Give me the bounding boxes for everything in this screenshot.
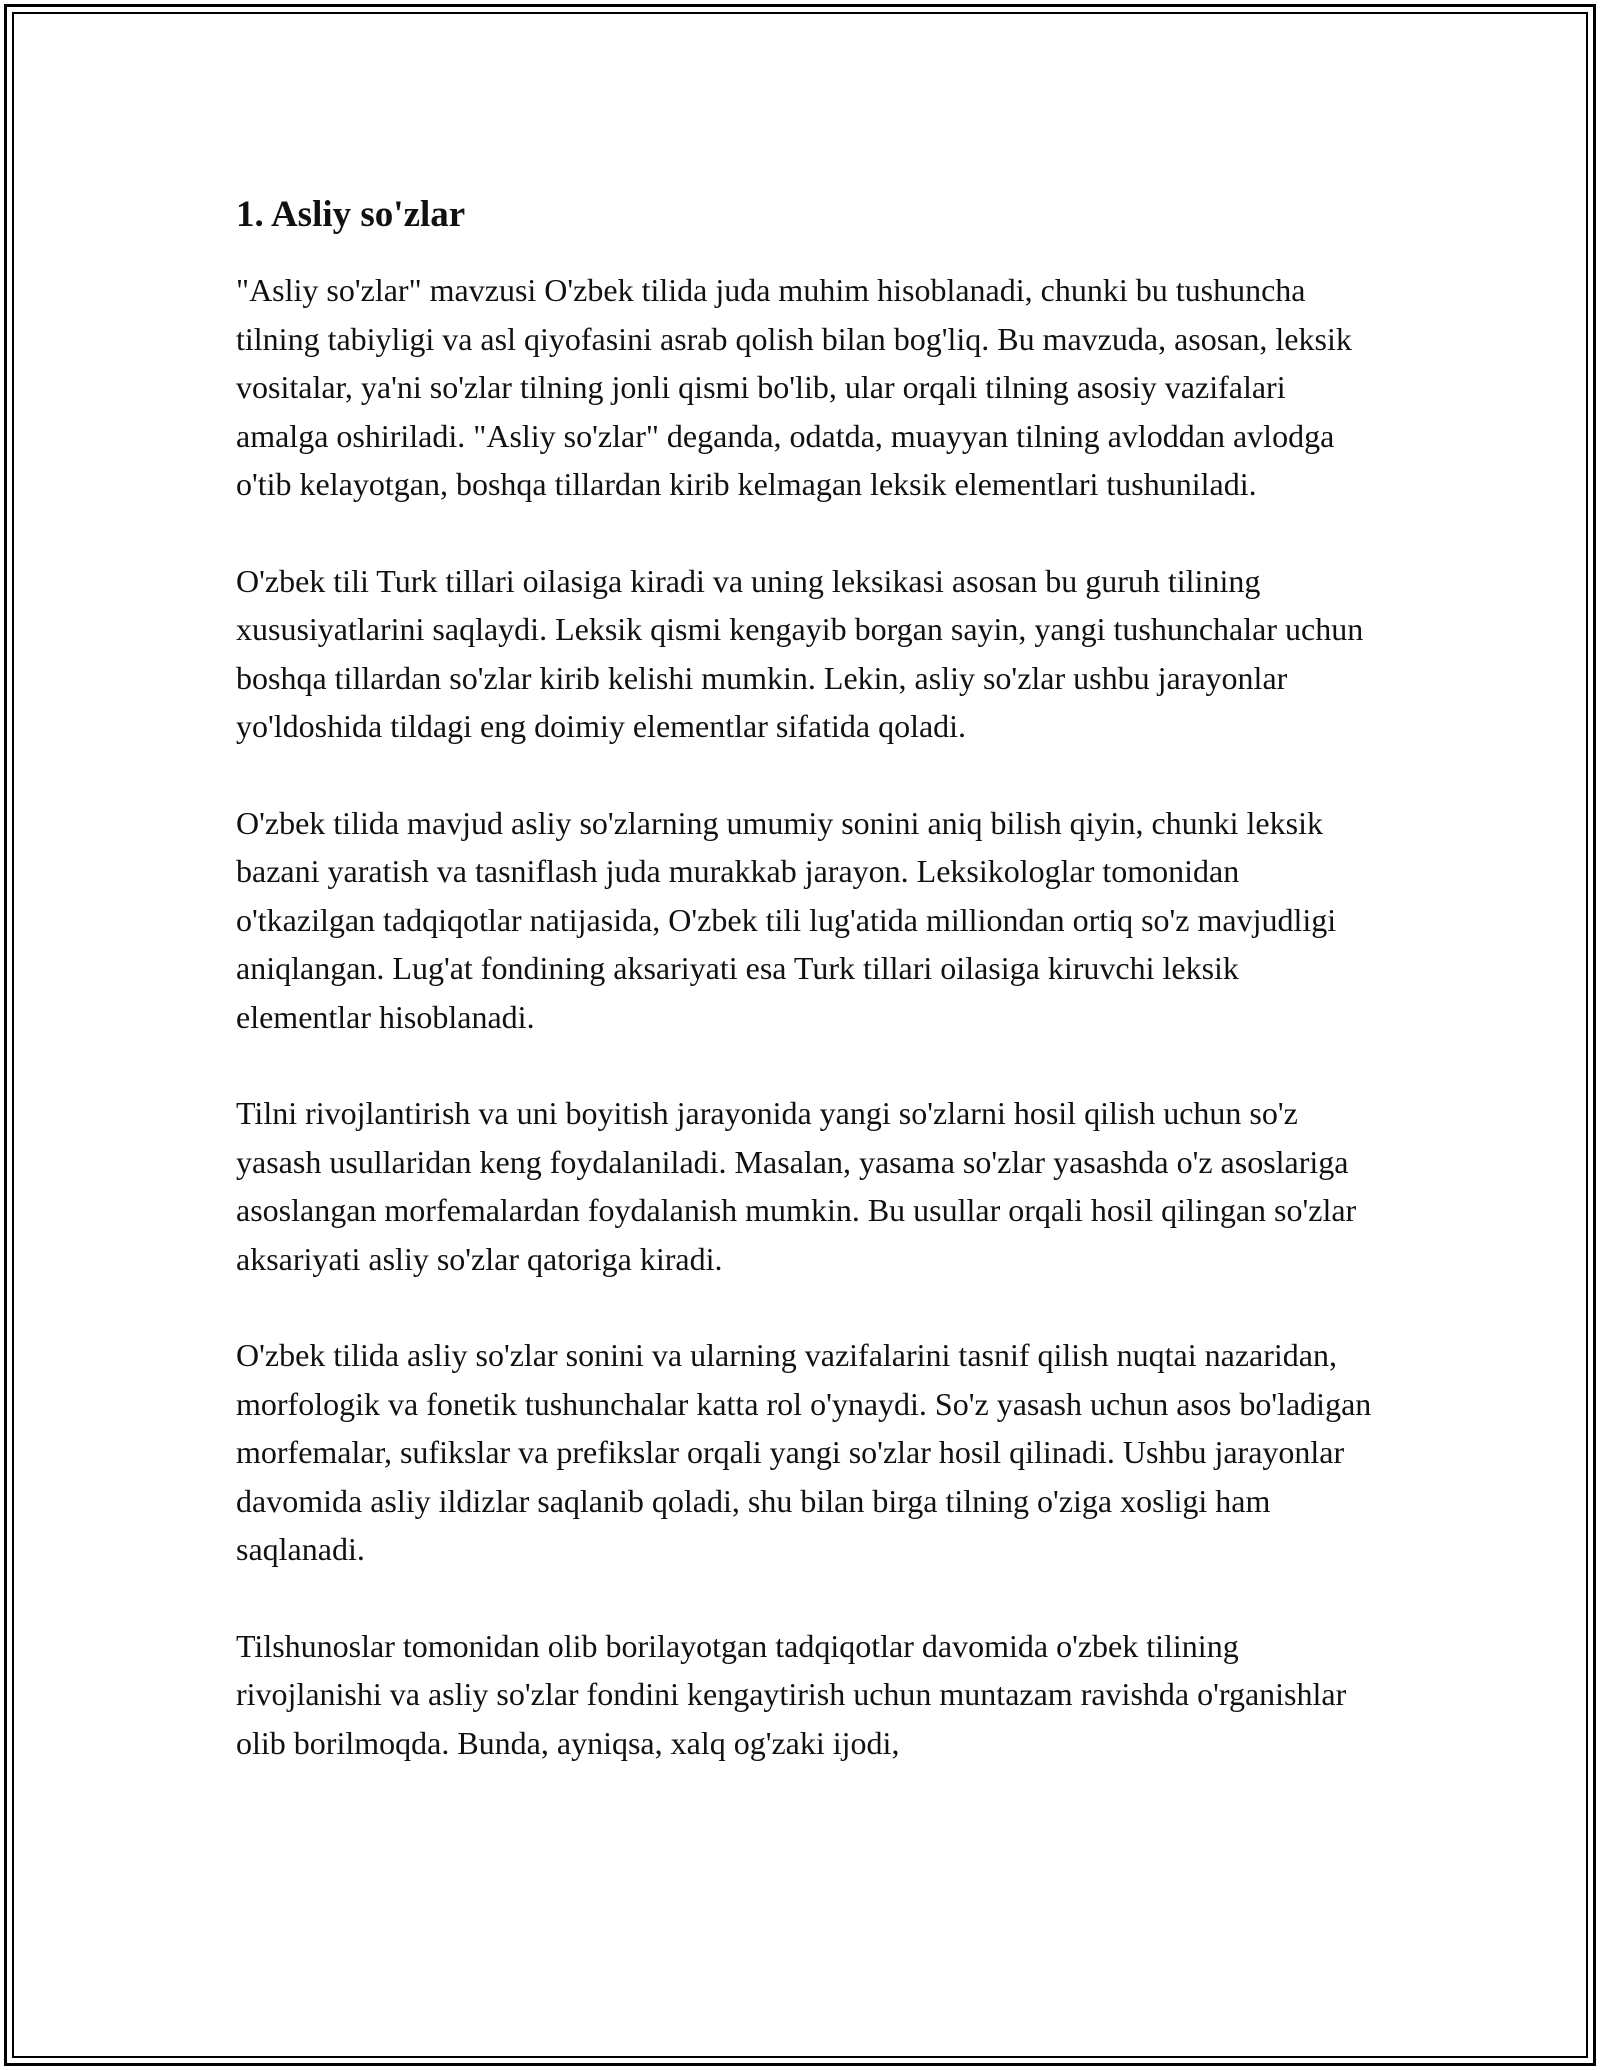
paragraph-3: O'zbek tilida mavjud asliy so'zlarning umumiy sonini aniq bilish qiyin, chunki leksik bazani yaratish va tasniflash juda murakkab jarayon. Leksikologlar tomonidan o'tkazilgan tadqiqotlar natijasida, O'zbek tili lug'atida milliondan ortiq so'z mavjudligi aniqlangan. Lug'at fondining aksariyati esa Turk tillari oilasiga kiruvchi leksik elementlar hisoblanadi. [236,804,1337,1035]
paragraph-4: Tilni rivojlantirish va uni boyitish jarayonida yangi so'zlarni hosil qilish uchun so'z yasash usullaridan keng foydalaniladi. Masalan, yasama so'zlar yasashda o'z asoslariga asoslangan morfemalardan foydalanish mumkin. Bu usullar orqali hosil qilingan so'zlar aksariyati asliy so'zlar qatoriga kiradi. [236,1095,1357,1277]
paragraph-5: O'zbek tilida asliy so'zlar sonini va ularning vazifalarini tasnif qilish nuqtai nazaridan, morfologik va fonetik tushunchalar katta rol o'ynaydi. So'z yasash uchun asos bo'ladigan morfemalar, sufikslar va prefikslar orqali yangi so'zlar hosil qilinadi. Ushbu jarayonlar davomida asliy ildizlar saqlanib qoladi, shu bilan birga tilning o'ziga xosligi ham saqlanadi. [236,1337,1372,1567]
document-body [236,190,1376,1815]
paragraph-6: Tilshunoslar tomonidan olib borilayotgan tadqiqotlar davomida o'zbek tilining rivojlanishi va asliy so'zlar fondini kengaytirish uchun muntazam ravishda o'rganishlar olib borilmoqda. Bunda, ayniqsa, xalq og'zaki ijodi, [236,1627,1347,1761]
paragraph-1: "Asliy so'zlar" mavzusi O'zbek tilida juda muhim hisoblanadi, chunki bu tushuncha tilning tabiyligi va asl qiyofasini asrab qolish bilan bog'liq. Bu mavzuda, asosan, leksik vositalar, ya'ni so'zlar tilning jonli qismi bo'lib, ular orqali tilning asosiy vazifalari amalga oshiriladi. "Asliy so'zlar" deganda, odatda, muayyan tilning avloddan avlodga o'tib kelayotgan, boshqa tillardan kirib kelmagan leksik elementlari tushuniladi. [236,272,1352,502]
paragraph-2: O'zbek tili Turk tillari oilasiga kiradi va uning leksikasi asosan bu guruh tilining xususiyatlarini saqlaydi. Leksik qismi kengayib borgan sayin, yangi tushunchalar uchun boshqa tillardan so'zlar kirib kelishi mumkin. Lekin, asliy so'zlar ushbu jarayonlar yo'ldoshida tildagi eng doimiy elementlar sifatida qoladi. [236,562,1364,744]
section-heading: 1. Asliy so'zlar [236,194,466,235]
